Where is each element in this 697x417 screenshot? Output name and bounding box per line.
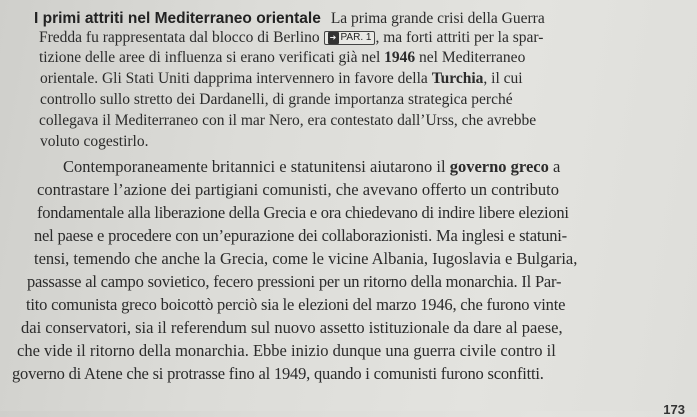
paragraph-1-line-6: collegava il Mediterraneo con il mar Nero, era contestato dall’Urss, che avrebbe	[39, 112, 537, 129]
paragraph-1-line-1	[34, 11, 545, 27]
paragraph-2-text: a	[548, 157, 561, 176]
arrow-right-icon: ➜	[328, 32, 339, 44]
section-heading: I primi attriti nel Mediterraneo orientale	[34, 10, 321, 27]
paragraph-1-text: nel Mediterraneo	[415, 49, 526, 66]
paragraph-2-line-6: passasse al campo sovietico, fecero pressioni per un ritorno della monarchia. Il Par-	[27, 272, 562, 291]
reference-label: PAR. 1	[340, 32, 372, 43]
paragraph-1-text: orientale. Gli Stati Uniti dapprima intervennero in favore della	[40, 70, 432, 87]
paragraph-reference-link[interactable]	[324, 31, 376, 45]
paragraph-1-line-3	[39, 50, 525, 66]
paragraph-2-line-3: fondamentale alla liberazione della Grecia e ora chiedevano di indire libere elezioni	[37, 203, 569, 222]
page-number: 173	[663, 402, 685, 417]
paragraph-1-text: tizione delle aree di influenza si erano verificati già nel	[39, 49, 385, 66]
paragraph-1-text: Fredda fu rappresentata dal blocco di Berlino	[39, 29, 320, 46]
paragraph-2-line-2: contrastare l’azione dei partigiani comunisti, che avevano offerto un contributo	[37, 180, 560, 199]
greek-government-highlight: governo greco	[449, 157, 549, 176]
paragraph-2-line-4: nel paese e procedere con un’epurazione dei collaborazionisti. Ma inglesi e statuni-	[34, 226, 567, 245]
paragraph-2-line-5: tensi, temendo che anche la Grecia, come le vicine Albania, Iugoslavia e Bulgaria,	[34, 249, 578, 268]
paragraph-1-line-7: voluto cogestirlo.	[40, 133, 149, 150]
paragraph-1-text: , ma forti attriti per la spar-	[375, 29, 544, 46]
paragraph-2-line-1	[63, 159, 560, 176]
paragraph-2-line-7: tito comunista greco boicottò perciò sia le elezioni del marzo 1946, che furono vinte	[26, 295, 566, 314]
paragraph-2-line-8: dai conservatori, sia il referendum sul nuovo assetto istituzionale da dare al paese,	[21, 318, 563, 337]
turkey-highlight: Turchia	[431, 70, 484, 87]
paragraph-2-line-10: governo di Atene che si protrasse fino al 1949, quando i comunisti furono sconfitti.	[12, 364, 544, 383]
paragraph-1-text: , il cui	[483, 70, 523, 87]
paragraph-2-text: Contemporaneamente britannici e statunitensi aiutarono il	[63, 157, 450, 176]
paragraph-1-line-2	[39, 30, 543, 46]
paragraph-2-line-9: che vide il ritorno della monarchia. Ebbe inizio dunque una guerra civile contro il	[17, 341, 556, 360]
paragraph-1-line-5: controllo sullo stretto dei Dardanelli, di grande importanza strategica perché	[40, 91, 513, 108]
year-highlight: 1946	[384, 49, 416, 66]
paragraph-1-line-4	[40, 71, 523, 87]
paragraph-1-text: La prima grande crisi della Guerra	[330, 10, 545, 27]
